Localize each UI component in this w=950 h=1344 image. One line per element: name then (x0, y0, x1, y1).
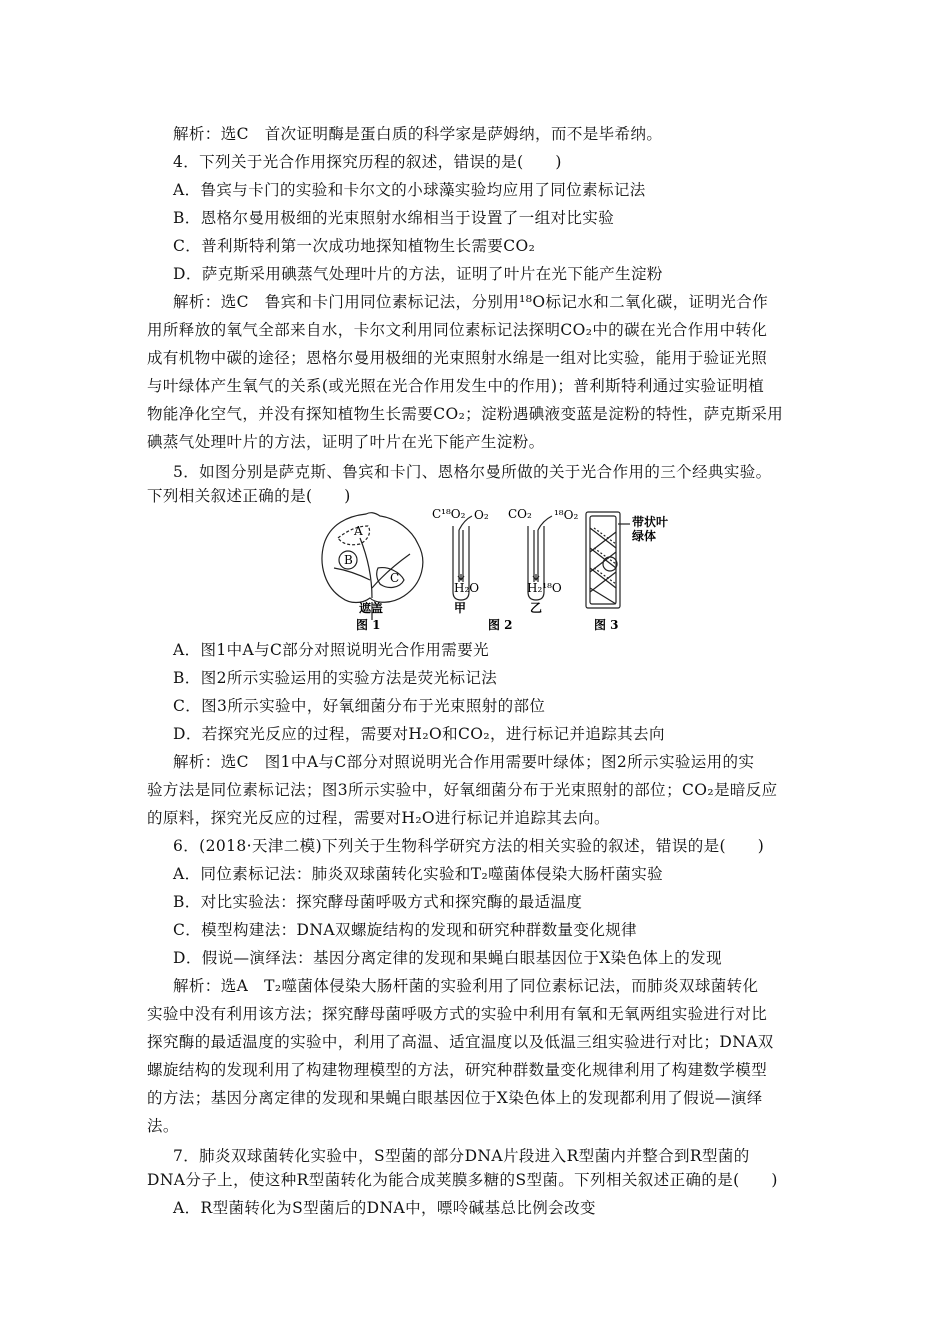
answer-6-analysis-line: 螺旋结构的发现利用了构建物理模型的方法，研究种群数量变化规律利用了构建数学模型 (147, 1061, 768, 1079)
answer-4-analysis-line: 与叶绿体产生氧气的关系(或光照在光合作用发生中的作用)；普利斯特利通过实验证明植 (147, 377, 765, 395)
answer-5-analysis-line: 验方法是同位素标记法；图3所示实验中，好氧细菌分布于光束照射的部位；CO₂是暗反应 (147, 781, 778, 799)
leaf-label-c: C (390, 571, 400, 585)
question-4-option-b: B．恩格尔曼用极细的光束照射水绵相当于设置了一组对比实验 (173, 209, 615, 227)
answer-6-analysis-line: 解析：选A T₂噬菌体侵染大肠杆菌的实验利用了同位素标记法，而肺炎双球菌转化 (173, 977, 759, 995)
experiment-figure-svg (318, 508, 682, 634)
fig1-caption: 图 1 (356, 618, 381, 632)
answer-4-analysis-line: 成有机物中碳的途径；恩格尔曼用极细的光束照射水绵是一组对比实验，能用于验证光照 (147, 349, 768, 367)
question-5-stem-cont: 下列相关叙述正确的是( ) (147, 487, 351, 505)
answer-4-analysis-line: 用所释放的氧气全部来自水，卡尔文利用同位素标记法探明CO₂中的碳在光合作用中转化 (147, 321, 768, 339)
tube-jia-co2-label: C¹⁸O₂ (432, 508, 466, 521)
fig1-cover-label: 遮盖 (359, 601, 384, 615)
tube-yi-co2-label: CO₂ (508, 508, 532, 521)
question-4-stem: 4．下列关于光合作用探究历程的叙述，错误的是( ) (173, 153, 562, 171)
question-5-option-d: D．若探究光反应的过程，需要对H₂O和CO₂，进行标记并追踪其去向 (173, 725, 665, 743)
tube-yi-water-label: H₂¹⁸O (527, 581, 562, 595)
tube-yi-o2-label: ¹⁸O₂ (554, 508, 579, 522)
answer-3-analysis: 解析：选C 首次证明酶是蛋白质的科学家是萨姆纳，而不是毕希纳。 (173, 125, 663, 143)
tube-yi-label: 乙 (530, 601, 543, 615)
answer-5-analysis-line: 的原料，探究光反应的过程，需要对H₂O进行标记并追踪其去向。 (147, 809, 610, 827)
tube-jia-o2-label: O₂ (474, 508, 489, 522)
fig3-chloroplast-label-line2: 绿体 (632, 529, 657, 543)
question-6-stem: 6．(2018·天津二模)下列关于生物科学研究方法的相关实验的叙述，错误的是( ) (173, 837, 765, 855)
fig3-chloroplast-label-line1: 带状叶 (632, 515, 669, 529)
tube-jia-water-label: H₂O (454, 581, 480, 595)
question-4-option-a: A．鲁宾与卡门的实验和卡尔文的小球藻实验均应用了同位素标记法 (173, 181, 646, 199)
question-6-option-b: B．对比实验法：探究酵母菌呼吸方式和探究酶的最适温度 (173, 893, 583, 911)
fig3-caption: 图 3 (594, 618, 619, 632)
question-4-option-d: D．萨克斯采用碘蒸气处理叶片的方法，证明了叶片在光下能产生淀粉 (173, 265, 663, 283)
question-5-option-b: B．图2所示实验运用的实验方法是荧光标记法 (173, 669, 498, 687)
question-5-option-a: A．图1中A与C部分对照说明光合作用需要光 (173, 641, 490, 659)
answer-4-analysis-line: 物能净化空气，并没有探知植物生长需要CO₂；淀粉遇碘液变蓝是淀粉的特性，萨克斯采用 (147, 405, 784, 423)
question-7-option-a: A．R型菌转化为S型菌后的DNA中，嘌呤碱基总比例会改变 (173, 1199, 596, 1217)
fig2-caption: 图 2 (488, 618, 513, 632)
experiment-figure (318, 508, 682, 634)
question-6-option-d: D．假说—演绎法：基因分离定律的发现和果蝇白眼基因位于X染色体上的发现 (173, 949, 722, 967)
leaf-label-b: B (344, 553, 353, 567)
question-7-stem-cont: DNA分子上，使这种R型菌转化为能合成荚膜多糖的S型菌。下列相关叙述正确的是( ) (147, 1171, 778, 1189)
answer-6-analysis-line: 探究酶的最适温度的实验中，利用了高温、适宜温度以及低温三组实验进行对比；DNA双 (147, 1033, 774, 1051)
question-6-option-c: C．模型构建法：DNA双螺旋结构的发现和研究种群数量变化规律 (173, 921, 638, 939)
spirogyra-cell (586, 512, 630, 608)
answer-6-analysis-line: 的方法；基因分离定律的发现和果蝇白眼基因位于X染色体上的发现都利用了假说—演绎 (147, 1089, 763, 1107)
answer-4-analysis-line: 碘蒸气处理叶片的方法，证明了叶片在光下能产生淀粉。 (147, 433, 545, 451)
answer-6-analysis-line: 法。 (147, 1117, 179, 1135)
question-5-option-c: C．图3所示实验中，好氧细菌分布于光束照射的部位 (173, 697, 546, 715)
answer-5-analysis-line: 解析：选C 图1中A与C部分对照说明光合作用需要叶绿体；图2所示实验运用的实 (173, 753, 755, 771)
answer-6-analysis-line: 实验中没有利用该方法；探究酵母菌呼吸方式的实验中利用有氧和无氧两组实验进行对比 (147, 1005, 768, 1023)
leaf-label-a: A (354, 524, 363, 538)
question-4-option-c: C．普利斯特利第一次成功地探知植物生长需要CO₂ (173, 237, 536, 255)
question-7-stem: 7．肺炎双球菌转化实验中，S型菌的部分DNA片段进入R型菌内并整合到R型菌的 (173, 1147, 750, 1165)
question-6-option-a: A．同位素标记法：肺炎双球菌转化实验和T₂噬菌体侵染大肠杆菌实验 (173, 865, 664, 883)
answer-4-analysis-line: 解析：选C 鲁宾和卡门用同位素标记法，分别用¹⁸O标记水和二氧化碳，证明光合作 (173, 293, 769, 311)
tube-jia-label: 甲 (454, 601, 467, 615)
question-5-stem: 5．如图分别是萨克斯、鲁宾和卡门、恩格尔曼所做的关于光合作用的三个经典实验。 (173, 463, 772, 481)
